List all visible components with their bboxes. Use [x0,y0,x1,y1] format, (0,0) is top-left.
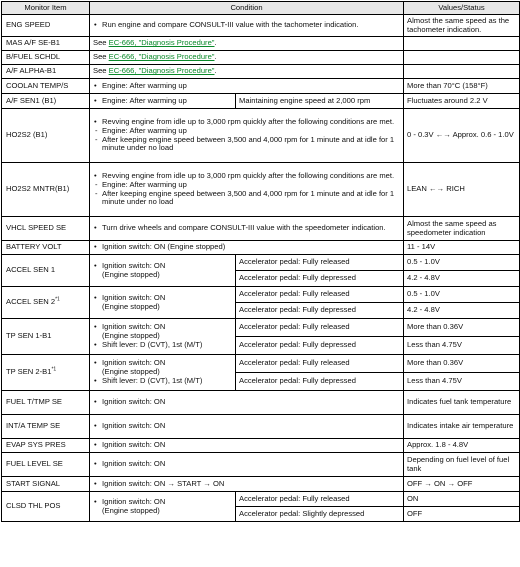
row-condition: • Ignition switch: ON [93,294,232,303]
row-condition: • Ignition switch: ON [93,422,400,431]
row-condition: • Revving engine from idle up to 3,000 rpm quickly after the following conditions are met. [93,118,400,127]
row-item: EVAP SYS PRES [2,439,90,453]
table-row [2,319,520,337]
row-subcondition: Accelerator pedal: Fully released [236,355,404,373]
row-subcondition: Accelerator pedal: Fully depressed [236,337,404,355]
row-value: Less than 4.75V [404,373,520,391]
row-subcondition: Accelerator pedal: Fully depressed [236,271,404,287]
row-condition: • Ignition switch: ON [93,262,232,271]
row-condition: • Engine: After warming up [93,97,232,106]
row-item: A/F SEN1 (B1) [2,94,90,109]
row-item: TP SEN 1-B1 [2,319,90,355]
row-subcondition: Accelerator pedal: Fully released [236,287,404,303]
row-item: ACCEL SEN 1 [2,255,90,287]
footnote-mark: *1 [51,366,57,373]
table-row: B/FUEL SCHDL See EC-666, "Diagnosis Procedure". [2,51,520,65]
table-row [2,15,520,37]
row-value: ON [404,492,520,507]
row-item: HO2S2 (B1) [2,109,90,163]
footnote-mark: *1 [55,296,60,303]
row-condition-sub: - Engine: After warming up [93,181,400,190]
table-row: MAS A/F SE-B1 See EC-666, "Diagnosis Procedure". [2,37,520,51]
row-value: 0.5 - 1.0V [404,255,520,271]
table-row [2,492,520,507]
row-item: B/FUEL SCHDL [2,51,90,65]
row-value: 4.2 - 4.8V [404,271,520,287]
diagnosis-link[interactable]: EC-666, "Diagnosis Procedure" [108,38,215,48]
header-monitor-item: Monitor Item [2,2,90,15]
see-label: See [93,52,107,62]
row-value: OFF [404,507,520,522]
row-subcondition: Accelerator pedal: Fully depressed [236,373,404,391]
table-row [2,287,520,303]
table-row [2,255,520,271]
row-item: HO2S2 MNTR(B1) [2,163,90,217]
row-value: 11 - 14V [404,241,520,255]
table-row [2,477,520,492]
item-label: ACCEL SEN 2 [6,297,56,307]
row-value: LEAN ←→ RICH [404,163,520,217]
row-item: BATTERY VOLT [2,241,90,255]
row-condition-cont: (Engine stopped) [102,505,160,515]
row-condition-sub: - After keeping engine speed between 3,500 and 4,000 rpm for 1 minute and at idle for 1 minute under no load [93,136,400,153]
row-value: Fluctuates around 2.2 V [404,94,520,109]
row-condition: • Ignition switch: ON [93,498,232,507]
table-row [2,391,520,415]
row-subcondition: Accelerator pedal: Fully released [236,492,404,507]
table-row [2,94,520,109]
row-value: 4.2 - 4.8V [404,303,520,319]
row-item: VHCL SPEED SE [2,217,90,241]
row-value: Less than 4.75V [404,337,520,355]
row-value: Depending on fuel level of fuel tank [404,453,520,477]
row-condition: • Shift lever: D (CVT), 1st (M/T) [93,341,232,350]
row-item [2,287,90,319]
table-row [2,355,520,373]
row-subcondition: Accelerator pedal: Fully released [236,255,404,271]
row-value: More than 0.36V [404,319,520,337]
header-condition: Condition [90,2,404,15]
table-header [2,2,520,15]
see-label: See [93,38,107,48]
see-label: See [93,66,107,76]
row-value: OFF → ON → OFF [404,477,520,492]
row-item [2,355,90,391]
table-row [2,217,520,241]
row-condition: • Ignition switch: ON [93,359,232,368]
row-value: 0 - 0.3V ←→ Approx. 0.6 - 1.0V [404,109,520,163]
row-item: START SIGNAL [2,477,90,492]
table-row [2,439,520,453]
row-item: ENG SPEED [2,15,90,37]
row-value: More than 0.36V [404,355,520,373]
row-condition: • Run engine and compare CONSULT-III value with the tachometer indication. [93,21,400,30]
row-subcondition: Accelerator pedal: Slightly depressed [236,507,404,522]
row-value: Almost the same speed as the tachometer indication. [404,15,520,37]
row-value: More than 70°C (158°F) [404,79,520,94]
table-row: A/F ALPHA-B1 See EC-666, "Diagnosis Procedure". [2,65,520,79]
row-condition-cont: (Engine stopped) [102,331,160,341]
diagnosis-link[interactable]: EC-666, "Diagnosis Procedure" [108,66,215,76]
row-condition: • Shift lever: D (CVT), 1st (M/T) [93,377,232,386]
table-row [2,415,520,439]
row-subcondition: Accelerator pedal: Fully depressed [236,303,404,319]
row-subcondition: Maintaining engine speed at 2,000 rpm [236,94,404,109]
row-condition: • Ignition switch: ON → START → ON [93,480,400,489]
table-row [2,79,520,94]
row-value: Indicates fuel tank temperature [404,391,520,415]
header-values: Values/Status [404,2,520,15]
row-subcondition: Accelerator pedal: Fully released [236,319,404,337]
row-value: Approx. 1.8 - 4.8V [404,439,520,453]
row-condition: • Ignition switch: ON (Engine stopped) [93,243,400,252]
row-condition-cont: (Engine stopped) [102,367,160,377]
row-item: INT/A TEMP SE [2,415,90,439]
row-condition-cont: (Engine stopped) [102,301,160,311]
row-condition-sub: - After keeping engine speed between 3,500 and 4,000 rpm for 1 minute and at idle for 1 minute under no load [93,190,400,207]
row-condition-sub: - Engine: After warming up [93,127,400,136]
row-condition: • Engine: After warming up [93,82,400,91]
row-condition: • Revving engine from idle up to 3,000 rpm quickly after the following conditions are met. [93,172,400,181]
table-row [2,163,520,217]
item-label: TP SEN 2-B1 [6,367,52,377]
row-condition: • Ignition switch: ON [93,398,400,407]
table-row [2,453,520,477]
row-item: MAS A/F SE-B1 [2,37,90,51]
row-condition: • Ignition switch: ON [93,323,232,332]
row-item: FUEL T/TMP SE [2,391,90,415]
row-item: FUEL LEVEL SE [2,453,90,477]
row-value: Indicates intake air temperature [404,415,520,439]
monitor-table [1,1,520,522]
row-item: CLSD THL POS [2,492,90,522]
row-condition: • Ignition switch: ON [93,460,400,469]
table-row [2,109,520,163]
row-item: A/F ALPHA-B1 [2,65,90,79]
row-condition: • Ignition switch: ON [93,441,400,450]
row-value: 0.5 - 1.0V [404,287,520,303]
diagnosis-link[interactable]: EC-666, "Diagnosis Procedure" [108,52,215,62]
row-condition: • Turn drive wheels and compare CONSULT-III value with the speedometer indication. [93,224,400,233]
row-condition-cont: (Engine stopped) [102,269,160,279]
row-value: Almost the same speed as speedometer indication [404,217,520,241]
row-item: COOLAN TEMP/S [2,79,90,94]
table-row [2,241,520,255]
